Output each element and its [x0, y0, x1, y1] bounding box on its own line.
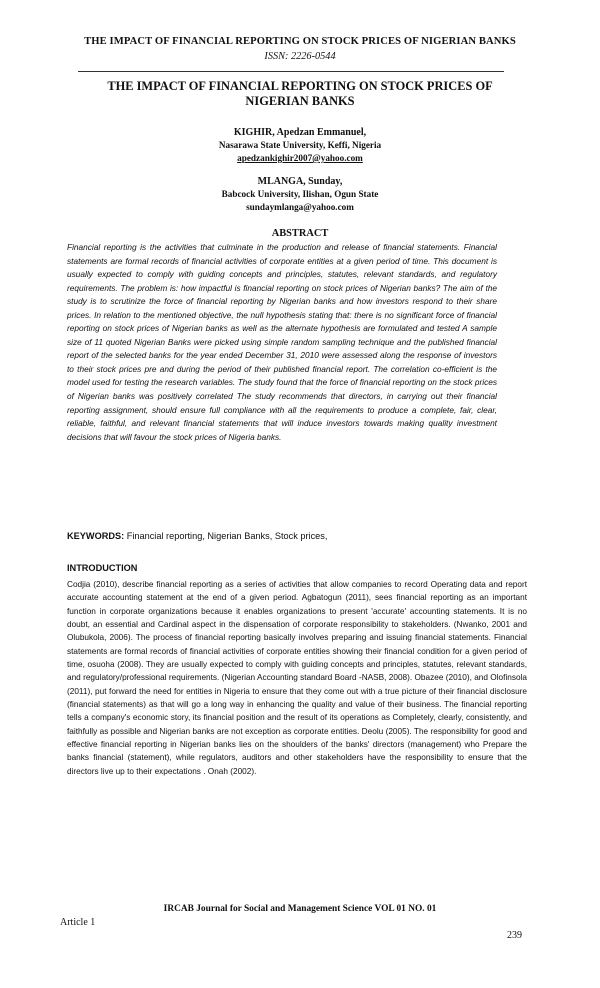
issn: ISSN: 2226-0544	[264, 51, 336, 62]
author-name: KIGHIR, Apedzan Emmanuel,	[233, 127, 367, 138]
footer-article-label: Article 1	[60, 917, 96, 928]
abstract-heading: ABSTRACT	[271, 228, 329, 239]
paper-title: THE IMPACT OF FINANCIAL REPORTING ON STOCK PRICES OF NIGERIAN BANKS	[107, 79, 493, 108]
author-email: sundaymlanga@yahoo.com	[246, 202, 354, 212]
keywords-line	[67, 531, 507, 541]
abstract-text: Financial reporting is the activities that culminate in the production and release of financial statements. Financial statements are formal records of financial activities of corporate entities at a given period of time. This document is usually expected to comply with guiding concepts and principles, statutes, relevant standards, and regulatory requirements. The problem is: how impactful is financial reporting on stock prices of Nigerian banks? The aim of the study is to scrutinize the force of financial reporting by Nigerian banks and how investors respond to their share prices. In relation to the mentioned objective, the null hypothesis stating that: there is no significant force of financial reporting on stock prices of Nigerian banks as well as the alternate hypothesis are formulated and tested A sample size of 11 quoted Nigerian Banks were picked using simple random sampling technique and the published financial report of the selected banks for the year ended December 31, 2010 were assessed along the response of investors to their stock prices pre and during the period of their published financial report. The correlation co-efficient is the model used for testing the research variables. The study found that the force of financial reporting on the stock prices of Nigerian banks was positively correlated The study recommends that directors, in carrying out their financial reporting assignment, should ensure full compliance with all the requirements to produce a complete, fair, clear, reliable, faithful, and relevant financial statements that will induce investors towards making quality investment decisions that will favour the stock prices of Nigeria banks.	[67, 242, 497, 442]
author-affiliation: Nasarawa State University, Keffi, Nigeria	[218, 140, 382, 150]
author-name: MLANGA, Sunday,	[257, 176, 343, 187]
running-head-title: THE IMPACT OF FINANCIAL REPORTING ON STOCK PRICES OF NIGERIAN BANKS	[84, 36, 516, 47]
keywords-text: Financial reporting, Nigerian Banks, Stock prices,	[126, 531, 328, 541]
introduction-heading: INTRODUCTION	[67, 563, 138, 573]
author-affiliation: Babcock University, Ilishan, Ogun State	[221, 189, 379, 199]
author-email-link[interactable]: apedzankighir2007@yahoo.com	[237, 153, 363, 163]
page-number: 239	[507, 930, 522, 941]
author-block-1	[150, 126, 450, 165]
keywords-label: KEYWORDS:	[67, 531, 125, 541]
header-divider	[78, 71, 504, 72]
footer-journal-name: IRCAB Journal for Social and Management Science VOL 01 NO. 01	[163, 904, 437, 914]
introduction-text: Codjia (2010), describe financial reporting as a series of activities that allow companies to record Operating data and report accurate accounting statement at the end of a given period. Agbatogun (2011), sees financial reporting as an important function in corporate organizations because it enables organizations to present 'accurate' accounting statements. It is no doubt, an essential and Cardinal aspect in the dispensation of corporate responsibility to stakeholders. (Nwanko, 2001 and Olubukola, 2006). The process of financial reporting basically involves preparing and issuing financial statements. Financial statements are formal records of financial activities of corporate entities showing their financial condition for a given period of time, osuoha (2008). They are usually expected to comply with guiding concepts and principles, statutes, relevant standards, and regulatory/professional requirements. (Nigerian Accounting standard Board -NASB, 2008). Obazee (2010), and Olofinsola (2011), put forward the need for entities in Nigeria to ensure that they come out with a true picture of their financial disclosure (financial statements) as that will go a long way in enhancing the quality and value of their business. The financial reporting tells a company's economic story, its financial position and the result of its operations as Completely, clearly, consistently, and faithfully as possible and Nigerian banks are not exception as corporate entities. Deolu (2005). The responsibility for good and effective financial reporting in Nigerian banks lies on the shoulders of the banks' directors (management) who Prepare the banks financial (statement), while regulators, auditors and other stakeholders have the responsibility to ensure that the directors live up to their expectations . Onah (2002).	[67, 580, 527, 776]
author-block-2	[150, 175, 450, 214]
